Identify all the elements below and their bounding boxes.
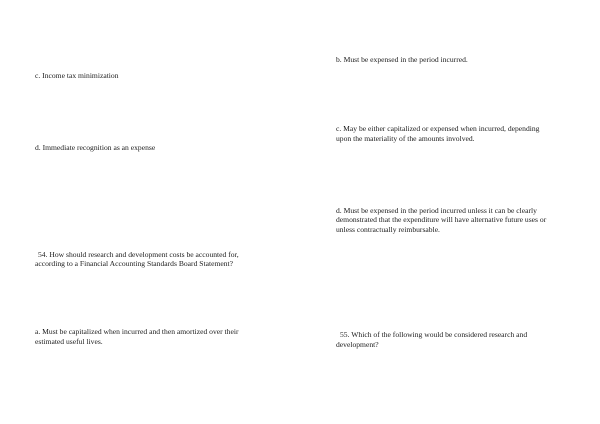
q54-option-d-line-2: demonstrated that the expenditure will have alternative future uses or	[336, 215, 547, 224]
q54-option-a-line-1: a. Must be capitalized when incurred and then amortized over their	[35, 327, 239, 336]
question-55-line-1: 55. Which of the following would be considered research and	[340, 330, 528, 339]
q54-option-d-line-3: unless contractually reimbursable.	[336, 225, 440, 234]
answer-option-d: d. Immediate recognition as an expense	[35, 143, 156, 152]
q54-option-d-line-1: d. Must be expensed in the period incurred unless it can be clearly	[336, 206, 537, 215]
q54-option-c-line-1: c. May be either capitalized or expensed when incurred, depending	[336, 124, 540, 133]
question-55-line-2: development?	[336, 340, 379, 349]
answer-option-c: c. Income tax minimization	[35, 71, 119, 80]
question-54-line-1: 54. How should research and development costs be accounted for,	[38, 250, 239, 259]
q54-option-b: b. Must be expensed in the period incurred.	[336, 55, 468, 64]
q54-option-c-line-2: upon the materiality of the amounts involved.	[336, 134, 475, 143]
question-54-line-2: according to a Financial Accounting Standards Board Statement?	[35, 259, 234, 268]
q54-option-a-line-2: estimated useful lives.	[35, 337, 103, 346]
